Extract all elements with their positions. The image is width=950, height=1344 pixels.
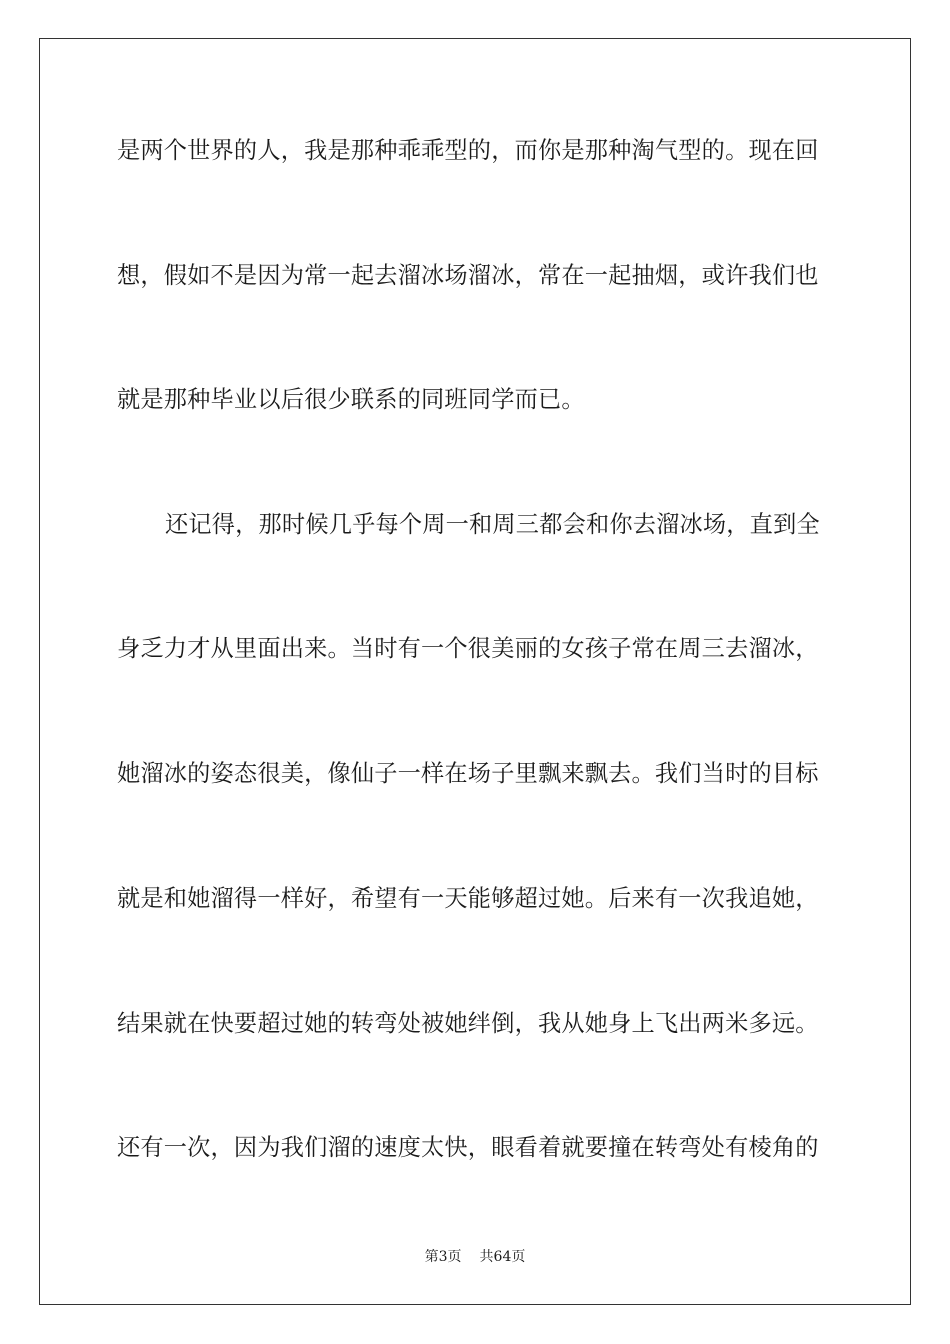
text-line-9: 还有一次，因为我们溜的速度太快，眼看着就要撞在转弯处有棱角的 bbox=[117, 1134, 819, 1161]
text-line-5: 身乏力才从里面出来。当时有一个很美丽的女孩子常在周三去溜冰， bbox=[117, 635, 819, 662]
text-line-2: 想，假如不是因为常一起去溜冰场溜冰，常在一起抽烟，或许我们也 bbox=[117, 262, 819, 289]
page-number: 第3页 bbox=[424, 1249, 462, 1265]
text-line-1: 是两个世界的人，我是那种乖乖型的，而你是那种淘气型的。现在回 bbox=[117, 137, 819, 164]
page-footer bbox=[0, 1248, 950, 1266]
text-line-7: 就是和她溜得一样好，希望有一天能够超过她。后来有一次我追她， bbox=[117, 885, 819, 912]
text-line-4: 还记得，那时候几乎每个周一和周三都会和你去溜冰场，直到全 bbox=[165, 511, 820, 538]
page-border bbox=[39, 38, 911, 1305]
text-line-6: 她溜冰的姿态很美，像仙子一样在场子里飘来飘去。我们当时的目标 bbox=[117, 760, 819, 787]
page-total: 共64页 bbox=[479, 1249, 526, 1265]
text-line-8: 结果就在快要超过她的转弯处被她绊倒，我从她身上飞出两米多远。 bbox=[117, 1010, 819, 1037]
text-line-3: 就是那种毕业以后很少联系的同班同学而已。 bbox=[117, 386, 585, 413]
